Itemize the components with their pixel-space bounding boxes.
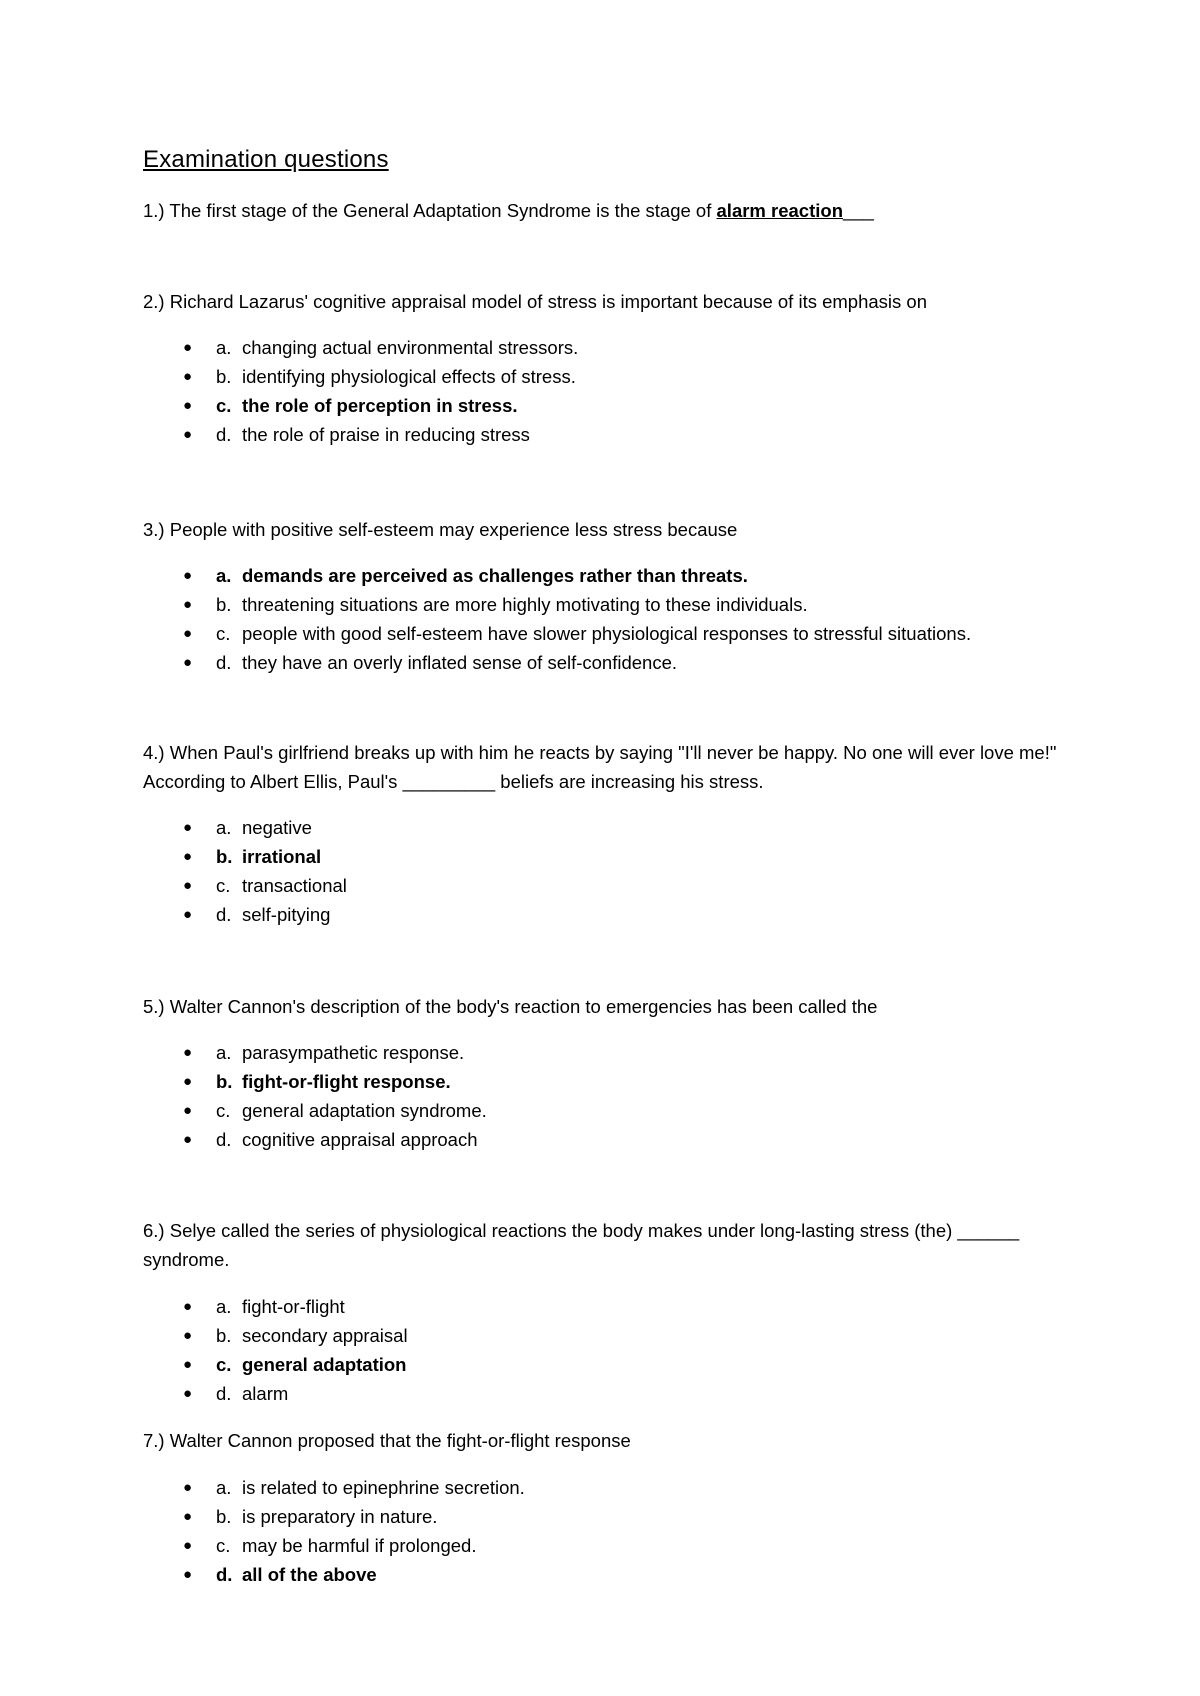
question-text: Selye called the series of physiological reactions the body makes under long-lasting stress (the) ______ syndrome. (143, 1220, 1020, 1270)
question-5 (143, 992, 1083, 1021)
bullet-icon: ● (183, 877, 193, 894)
bullet-icon: ● (183, 596, 193, 613)
option-text: general adaptation (242, 1354, 407, 1375)
option-letter: d. (216, 904, 232, 925)
option-letter: d. (216, 1564, 233, 1585)
option-text: fight-or-flight (242, 1296, 345, 1317)
question-text: People with positive self-esteem may experience less stress because (169, 519, 738, 540)
bullet-icon: ● (183, 397, 193, 414)
option-letter: c. (216, 1535, 231, 1556)
option-letter: a. (216, 565, 232, 586)
question-text: The first stage of the General Adaptation Syndrome is the stage of (169, 200, 712, 221)
option-text: changing actual environmental stressors. (242, 337, 579, 358)
question-text: When Paul's girlfriend breaks up with him he reacts by saying "I'll never be happy. No one will ever love me!" According to Albert Ellis, Paul's _________ beliefs are increasing his stress. (143, 742, 1057, 792)
question-number: 7.) (143, 1430, 165, 1451)
bullet-icon: ● (183, 1327, 193, 1344)
bullet-icon: ● (183, 567, 193, 584)
bullet-icon: ● (183, 1131, 193, 1148)
option-text: parasympathetic response. (242, 1042, 465, 1063)
bullet-icon: ● (183, 819, 193, 836)
option-letter: a. (216, 1042, 232, 1063)
option-letter: a. (216, 1477, 232, 1498)
question-6 (143, 1216, 1083, 1274)
option-letter: a. (216, 817, 232, 838)
option-text: the role of praise in reducing stress (242, 424, 530, 445)
question-7 (143, 1426, 1083, 1455)
option-letter: b. (216, 846, 233, 867)
question-2 (143, 287, 1083, 316)
option-text: the role of perception in stress. (242, 395, 518, 416)
option-letter: b. (216, 1071, 233, 1092)
option-text: transactional (242, 875, 347, 896)
bullet-icon: ● (183, 426, 193, 443)
bullet-icon: ● (183, 1356, 193, 1373)
bullet-icon: ● (183, 625, 193, 642)
fill-in-answer: alarm reaction (716, 200, 843, 221)
option-text: fight-or-flight response. (242, 1071, 451, 1092)
option-text: is preparatory in nature. (242, 1506, 438, 1527)
option-text: irrational (242, 846, 322, 867)
option-letter: b. (216, 1506, 232, 1527)
question-4 (143, 738, 1083, 796)
answer-blank-trail: ___ (843, 200, 874, 221)
question-1 (143, 196, 1083, 225)
option-letter: c. (216, 875, 231, 896)
option-text: identifying physiological effects of stress. (242, 366, 576, 387)
bullet-icon: ● (183, 848, 193, 865)
option-letter: c. (216, 1354, 232, 1375)
option-text: secondary appraisal (242, 1325, 408, 1346)
option-text: general adaptation syndrome. (242, 1100, 487, 1121)
option-text: people with good self-esteem have slower physiological responses to stressful situations. (242, 623, 972, 644)
bullet-icon: ● (183, 906, 193, 923)
question-number: 5.) (143, 996, 165, 1017)
bullet-icon: ● (183, 1102, 193, 1119)
option-letter: d. (216, 1383, 232, 1404)
option-letter: b. (216, 1325, 232, 1346)
option-text: alarm (242, 1383, 289, 1404)
question-number: 3.) (143, 519, 165, 540)
option-text: they have an overly inflated sense of self-confidence. (242, 652, 678, 673)
option-text: may be harmful if prolonged. (242, 1535, 477, 1556)
option-letter: c. (216, 1100, 231, 1121)
question-number: 2.) (143, 291, 165, 312)
bullet-icon: ● (183, 339, 193, 356)
option-text: is related to epinephrine secretion. (242, 1477, 525, 1498)
question-number: 6.) (143, 1220, 165, 1241)
bullet-icon: ● (183, 1566, 193, 1583)
bullet-icon: ● (183, 1298, 193, 1315)
option-text: all of the above (242, 1564, 377, 1585)
option-letter: c. (216, 623, 231, 644)
page-title: Examination questions (143, 146, 389, 173)
bullet-icon: ● (183, 1479, 193, 1496)
question-text: Walter Cannon proposed that the fight-or-flight response (169, 1430, 631, 1451)
bullet-icon: ● (183, 654, 193, 671)
option-letter: d. (216, 652, 232, 673)
question-text: Richard Lazarus' cognitive appraisal model of stress is important because of its emphasis on (169, 291, 927, 312)
option-letter: d. (216, 424, 232, 445)
bullet-icon: ● (183, 1385, 193, 1402)
question-number: 4.) (143, 742, 165, 763)
option-letter: a. (216, 337, 232, 358)
bullet-icon: ● (183, 1508, 193, 1525)
option-letter: c. (216, 395, 232, 416)
option-text: cognitive appraisal approach (242, 1129, 478, 1150)
bullet-icon: ● (183, 1044, 193, 1061)
option-letter: b. (216, 366, 232, 387)
option-letter: a. (216, 1296, 232, 1317)
bullet-icon: ● (183, 368, 193, 385)
option-text: self-pitying (242, 904, 331, 925)
option-text: negative (242, 817, 312, 838)
question-text: Walter Cannon's description of the body's reaction to emergencies has been called the (169, 996, 878, 1017)
option-text: demands are perceived as challenges rather than threats. (242, 565, 748, 586)
option-letter: b. (216, 594, 232, 615)
question-number: 1.) (143, 200, 165, 221)
bullet-icon: ● (183, 1073, 193, 1090)
question-3 (143, 515, 1083, 544)
option-letter: d. (216, 1129, 232, 1150)
option-text: threatening situations are more highly motivating to these individuals. (242, 594, 808, 615)
bullet-icon: ● (183, 1537, 193, 1554)
